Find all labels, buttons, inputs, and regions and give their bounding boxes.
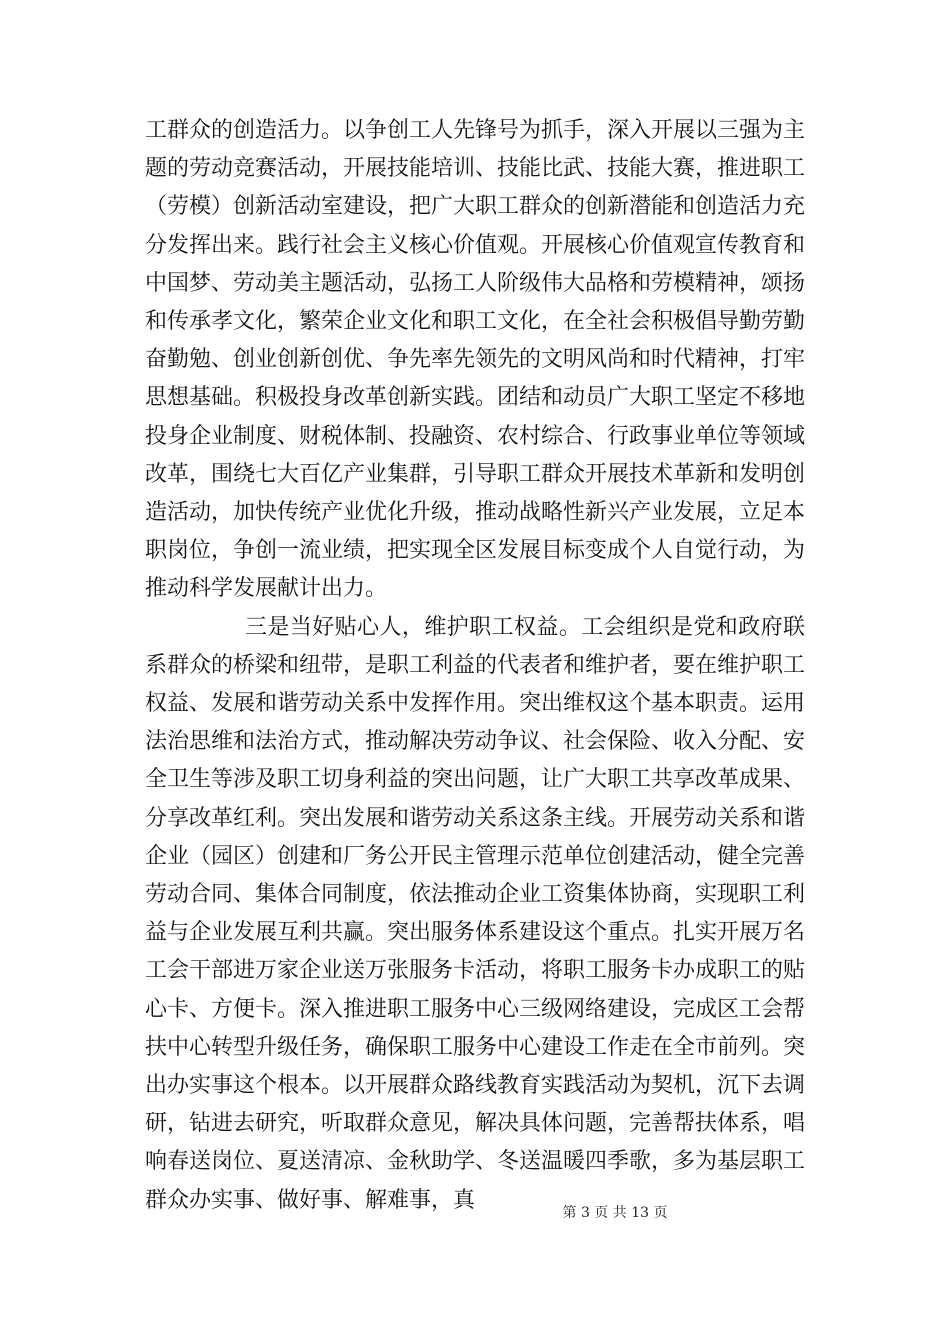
paragraph-section-three: 三是当好贴心人，维护职工权益。工会组织是党和政府联系群众的桥梁和纽带，是职工利益的代表者和维护者，要在维护职工权益、发展和谐劳动关系中发挥作用。突出维权这个基本职责。运用法治思维和法治方式，推动解决劳动争议、社会保险、收入分配、安全卫生等涉及职工切身利益的突出问题，让广大职工共享改革成果、分享改革红利。突出发展和谐劳动关系这条主线。开展劳动关系和谐企业（园区）创建和厂务公开民主管理示范单位创建活动，健全完善劳动合同、集体合同制度，依法推动企业工资集体协商，实现职工利益与企业发展互利共赢。突出服务体系建设这个重点。扎实开展万名工会干部进万家企业送万张服务卡活动，将职工服务卡办成职工的贴心卡、方便卡。深入推进职工服务中心三级网络建设，完成区工会帮扶中心转型升级任务，确保职工服务中心建设工作走在全市前列。突出办实事这个根本。以开展群众路线教育实践活动为契机，沉下去调研，钻进去研究，听取群众意见，解决具体问题，完善帮扶体系，唱响春送岗位、夏送清凉、金秋助学、冬送温暖四季歌，多为基层职工群众办实事、做好事、解难事，真 [145, 614, 806, 1213]
page-number-footer: 第 3 页 共 13 页 [562, 1205, 668, 1221]
paragraph-continuation: 工群众的创造活力。以争创工人先锋号为抓手，深入开展以三强为主题的劳动竞赛活动，开展技能培训、技能比武、技能大赛，推进职工（劳模）创新活动室建设，把广大职工群众的创新潜能和创造活力充分发挥出来。践行社会主义核心价值观。开展核心价值观宣传教育和中国梦、劳动美主题活动，弘扬工人阶级伟大品格和劳模精神，颂扬和传承孝文化，繁荣企业文化和职工文化，在全社会积极倡导勤劳勤奋勤勉、创业创新创优、争先率先领先的文明风尚和时代精神，打牢思想基础。积极投身改革创新实践。团结和动员广大职工坚定不移地投身企业制度、财税体制、投融资、农村综合、行政事业单位等领域改革，围绕七大百亿产业集群，引导职工群众开展技术革新和发明创造活动，加快传统产业优化升级，推动战略性新兴产业发展，立足本职岗位，争创一流业绩，把实现全区发展目标变成个人自觉行动，为推动科学发展献计出力。 [145, 118, 806, 602]
document-body [145, 112, 805, 1220]
